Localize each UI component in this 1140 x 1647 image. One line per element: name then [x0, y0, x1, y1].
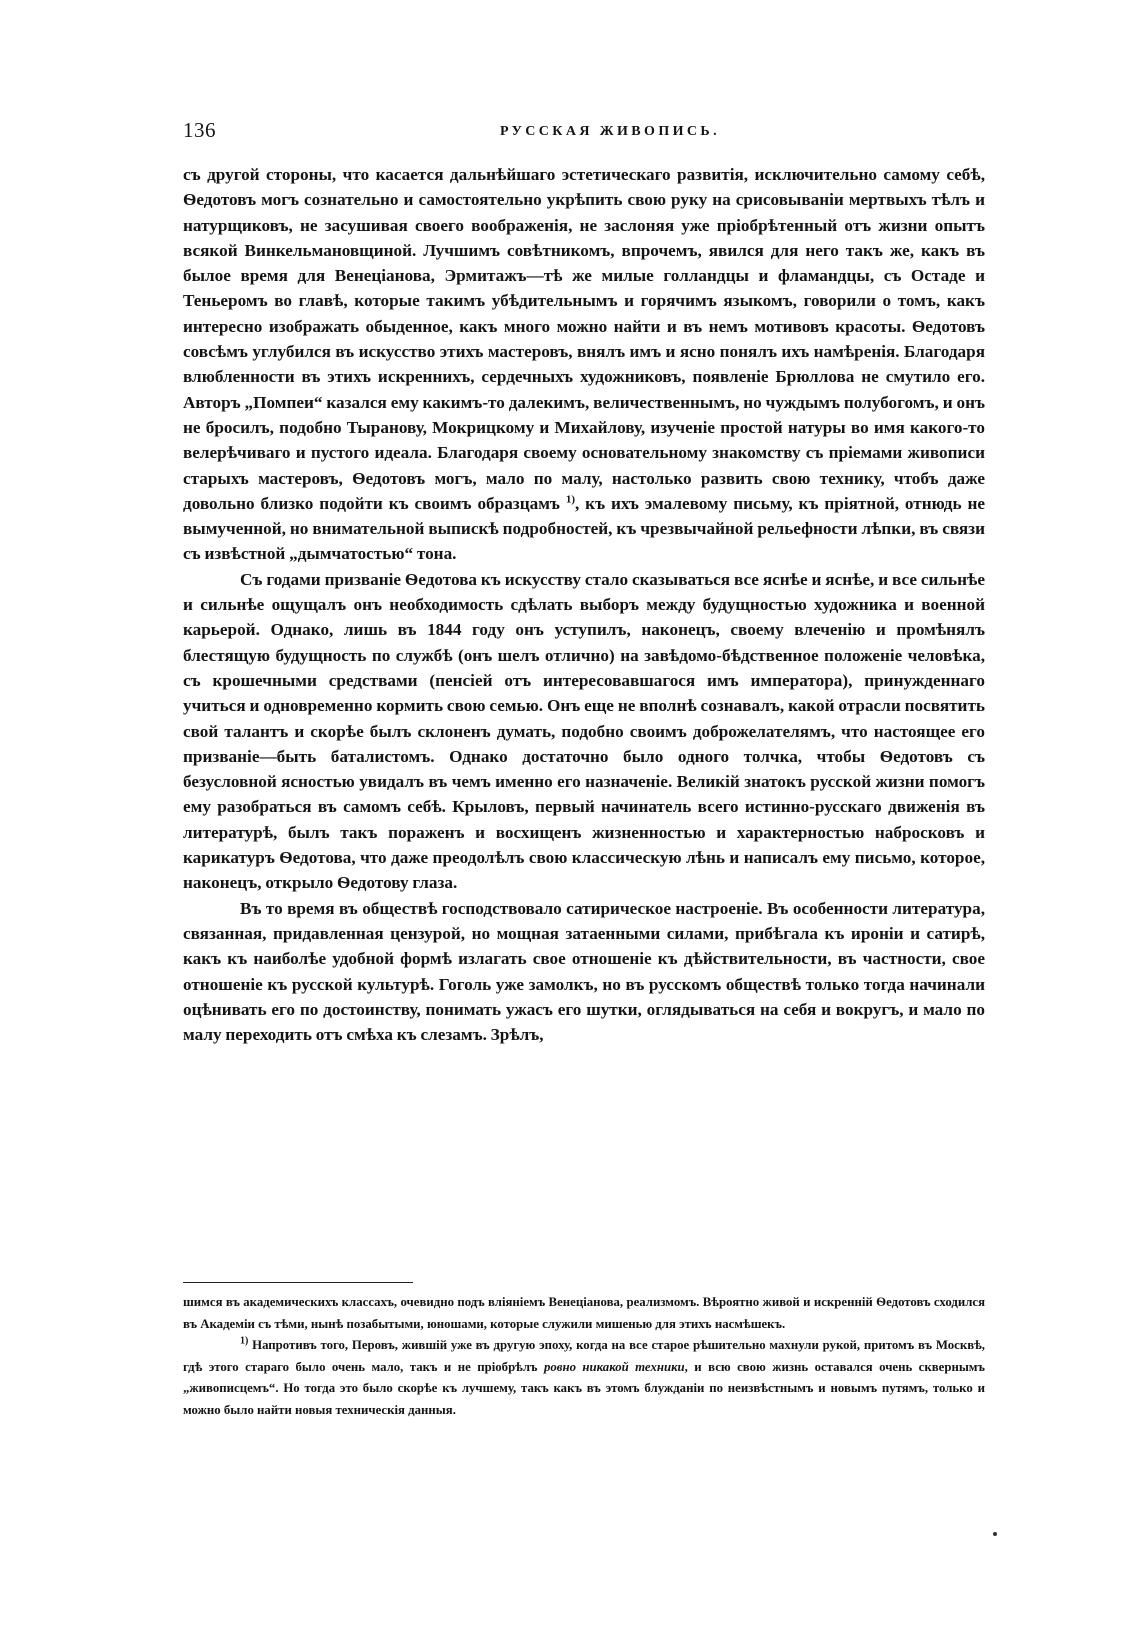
- paragraph-text: съ другой стороны, что касается дальнѣйшаго эстетическаго развитія, исключительно самому себѣ, Ѳедотовъ могъ сознательно и самостоятельно укрѣпить свою руку на срисовываніи мертвыхъ тѣлъ и натурщиковъ, не засушивая своего воображенія, не заслоняя уже пріобрѣтенный отъ жизни опытъ всякой Винкельмановщиной. Лучшимъ совѣтникомъ, впрочемъ, явился для него такъ же, какъ въ былое время для Венеціанова, Эрмитажъ—тѣ же милые голландцы и фламандцы, съ Остаде и Теньеромъ во главѣ, которые такимъ убѣдительнымъ и горячимъ языкомъ, говорили о томъ, какъ интересно изображать обыденное, какъ много можно найти и въ немъ мотивовъ красоты. Ѳедотовъ совсѣмъ углубился въ искусство этихъ мастеровъ, внялъ имъ и ясно понялъ ихъ намѣренія. Благодаря влюбленности въ этихъ искреннихъ, сердечныхъ художниковъ, появленіе Брюллова не смутило его. Авторъ „Помпеи“ казался ему какимъ-то далекимъ, величественнымъ, но чуждымъ полубогомъ, и онъ не бросилъ, подобно Тыранову, Мокрицкому и Михайлову, изученіе простой натуры во имя какого-то велерѣчиваго и пустого идеала. Благодаря своему основательному знакомству съ пріемами живописи старыхъ мастеровъ, Ѳедотовъ могъ, мало по малу, настолько развить свою технику, чтобъ даже довольно близко подойти къ своимъ образцамъ: [183, 165, 985, 513]
- paragraph-text: , къ ихъ эмалевому письму, къ пріятной, отнюдь не вымученной, но внимательной выпискѣ подробностей, къ чрезвычайной рельефности лѣпки, въ связи съ извѣстной „дымчатостью“ тона.: [183, 493, 985, 564]
- footnotes: [183, 1292, 985, 1421]
- footnote-text: , и всю свою жизнь оставался очень сквернымъ „живописцемъ“. Но тогда это было скорѣе къ лучшему, такъ какъ въ этомъ блужданіи по неизвѣстнымъ и новымъ путямъ, только и можно было найти новыя техническія данныя.: [183, 1359, 985, 1417]
- footnote-marker: 1): [240, 1335, 249, 1347]
- footnote-reference: 1): [565, 493, 575, 506]
- page-number: 136: [183, 118, 216, 142]
- paragraph: Съ годами призваніе Ѳедотова къ искусству стало сказываться все яснѣе и яснѣе, и все сильнѣе и сильнѣе ощущалъ онъ необходимость сдѣлать выборъ между будущностью художника и военной карьерой. Однако, лишь въ 1844 году онъ уступилъ, наконецъ, своему влеченію и промѣнялъ блестящую будущность по службѣ (онъ шелъ отлично) на завѣдомо-бѣдственное положеніе человѣка, съ крошечными средствами (пенсіей отъ интересовавшагося имъ императора), принужденнаго учиться и одновременно кормить свою семью. Онъ еще не вполнѣ сознавалъ, какой отрасли посвятить свой талантъ и скорѣе былъ склоненъ думать, подобно своимъ доброжелателямъ, что настоящее его призваніе—быть баталистомъ. Однако достаточно было одного толчка, чтобы Ѳедотовъ съ безусловной ясностью увидалъ въ чемъ именно его назначеніе. Великій знатокъ русской жизни помогъ ему разобраться въ самомъ себѣ. Крыловъ, первый начинатель всего истинно-русскаго движенія въ литературѣ, былъ такъ пораженъ и восхищенъ жизненностью и характерностью набросковъ и карикатуръ Ѳедотова, что даже преодолѣлъ свою классическую лѣнь и написалъ ему письмо, которое, наконецъ, открыло Ѳедотову глаза.: [183, 569, 985, 893]
- main-text: [183, 162, 985, 1047]
- paragraph: Въ то время въ обществѣ господствовало сатирическое настроеніе. Въ особенности литература, связанная, придавленная цензурой, но мощная затаенными силами, прибѣгала къ ироніи и сатирѣ, какъ къ наиболѣе удобной формѣ излагать свое отношеніе къ дѣйствительности, въ частности, свое отношеніе къ русской культурѣ. Гоголь уже замолкъ, но въ русскомъ обществѣ только тогда начинали оцѣнивать его по достоинству, понимать ужасъ его шутки, оглядываться на себя и вокругъ, и мало по малу переходить отъ смѣха къ слезамъ. Зрѣлъ,: [183, 898, 985, 1045]
- paragraph: [183, 162, 985, 567]
- running-title: РУССКАЯ ЖИВОПИСЬ.: [500, 124, 720, 139]
- footnote-1: [183, 1335, 985, 1421]
- footnote-emphasis: ровно никакой техники: [543, 1359, 685, 1374]
- footnote-text: Напротивъ того, Перовъ, жившій уже въ другую эпоху, когда на все старое рѣшительно махнули рукой, притомъ въ Москвѣ, гдѣ этого стараго было очень мало, такъ и не пріобрѣлъ: [183, 1338, 985, 1374]
- print-speck: [993, 1532, 997, 1536]
- footnote-divider: [183, 1282, 413, 1283]
- footnote-continuation: шимся въ академическихъ классахъ, очевидно подъ вліяніемъ Венеціанова, реализмомъ. Вѣроятно живой и искренній Ѳедотовъ сходился въ Академіи съ тѣми, нынѣ позабытыми, юношами, которые служили мишенью для этихъ насмѣшекъ.: [183, 1295, 985, 1331]
